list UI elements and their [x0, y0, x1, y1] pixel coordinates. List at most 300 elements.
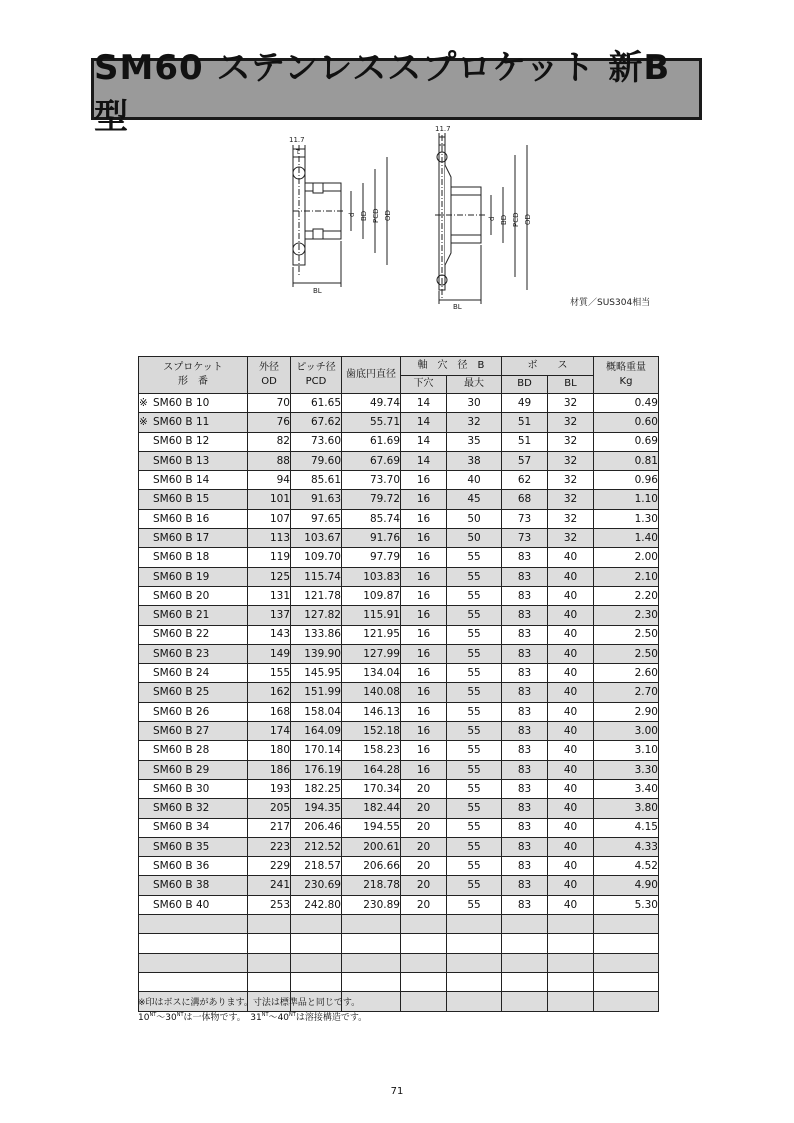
model-name: SM60 B 27 — [153, 724, 210, 737]
empty-cell — [548, 953, 594, 972]
cell-bore-pilot: 16 — [401, 529, 447, 548]
cell-boss-bl: 40 — [548, 567, 594, 586]
cell-boss-bd: 83 — [502, 722, 548, 741]
header-boss-bl: BL — [548, 375, 594, 394]
cell-pcd: 85.61 — [291, 471, 342, 490]
header-od: 外径 OD — [248, 357, 291, 394]
cell-weight: 0.60 — [594, 413, 659, 432]
cell-model — [139, 644, 248, 663]
cell-pcd: 164.09 — [291, 722, 342, 741]
dim-pcd-left: PCD — [372, 208, 380, 223]
cell-od: 119 — [248, 548, 291, 567]
cell-bore-pilot: 20 — [401, 779, 447, 798]
cell-bore-pilot: 16 — [401, 548, 447, 567]
dim-t-left: 11.7 — [289, 136, 305, 144]
cell-pcd: 73.60 — [291, 432, 342, 451]
cell-boss-bl: 40 — [548, 606, 594, 625]
model-name: SM60 B 32 — [153, 802, 210, 815]
cell-od: 107 — [248, 509, 291, 528]
cell-pcd: 151.99 — [291, 683, 342, 702]
cell-root-diameter: 158.23 — [342, 741, 401, 760]
header-pcd: ピッチ径 PCD — [291, 357, 342, 394]
dim-od-right: OD — [524, 214, 532, 225]
cell-pcd: 194.35 — [291, 799, 342, 818]
table-row — [139, 799, 659, 818]
cell-weight: 2.90 — [594, 702, 659, 721]
cell-boss-bd: 83 — [502, 625, 548, 644]
cell-model — [139, 760, 248, 779]
cell-bore-max: 38 — [447, 451, 502, 470]
cell-root-diameter: 146.13 — [342, 702, 401, 721]
header-bore-max: 最大 — [447, 375, 502, 394]
cell-weight: 0.69 — [594, 432, 659, 451]
cell-od: 125 — [248, 567, 291, 586]
dim-bd-right: BD — [500, 214, 508, 225]
empty-cell — [548, 934, 594, 953]
cell-bore-pilot: 20 — [401, 876, 447, 895]
table-row — [139, 760, 659, 779]
cell-root-diameter: 109.87 — [342, 586, 401, 605]
model-name: SM60 B 21 — [153, 609, 210, 622]
cell-pcd: 242.80 — [291, 895, 342, 914]
cell-bore-pilot: 16 — [401, 760, 447, 779]
cell-boss-bl: 40 — [548, 895, 594, 914]
cell-model — [139, 586, 248, 605]
empty-cell — [447, 992, 502, 1011]
cell-bore-max: 55 — [447, 586, 502, 605]
cell-bore-max: 55 — [447, 625, 502, 644]
cell-boss-bd: 83 — [502, 683, 548, 702]
model-name: SM60 B 29 — [153, 763, 210, 776]
cell-bore-max: 55 — [447, 799, 502, 818]
table-row — [139, 683, 659, 702]
cell-od: 76 — [248, 413, 291, 432]
dim-t-right: 11.7 — [435, 125, 451, 133]
cell-bore-max: 45 — [447, 490, 502, 509]
groove-mark: ※ — [139, 396, 148, 409]
empty-cell — [548, 992, 594, 1011]
cell-model — [139, 529, 248, 548]
empty-cell — [342, 972, 401, 991]
cell-root-diameter: 218.78 — [342, 876, 401, 895]
model-name: SM60 B 30 — [153, 782, 210, 795]
empty-cell — [248, 934, 291, 953]
cell-boss-bl: 32 — [548, 432, 594, 451]
cell-weight: 0.96 — [594, 471, 659, 490]
table-row — [139, 837, 659, 856]
model-name: SM60 B 35 — [153, 840, 210, 853]
cell-boss-bl: 32 — [548, 451, 594, 470]
empty-cell — [548, 915, 594, 934]
cell-bore-pilot: 20 — [401, 837, 447, 856]
cell-boss-bd: 83 — [502, 741, 548, 760]
empty-cell — [401, 992, 447, 1011]
cell-boss-bd: 73 — [502, 529, 548, 548]
header-bore-pilot: 下穴 — [401, 375, 447, 394]
cell-root-diameter: 97.79 — [342, 548, 401, 567]
cell-pcd: 158.04 — [291, 702, 342, 721]
cell-weight: 3.00 — [594, 722, 659, 741]
table-row — [139, 664, 659, 683]
cell-bore-max: 55 — [447, 818, 502, 837]
cell-pcd: 115.74 — [291, 567, 342, 586]
cell-bore-max: 55 — [447, 895, 502, 914]
model-name: SM60 B 14 — [153, 474, 210, 487]
table-row — [139, 702, 659, 721]
cell-model — [139, 606, 248, 625]
footnotes — [138, 997, 367, 1024]
model-name: SM60 B 26 — [153, 705, 210, 718]
cell-boss-bl: 40 — [548, 586, 594, 605]
table-row — [139, 741, 659, 760]
empty-cell — [342, 915, 401, 934]
cell-bore-pilot: 16 — [401, 683, 447, 702]
empty-table-row — [139, 934, 659, 953]
cell-model — [139, 683, 248, 702]
cell-root-diameter: 140.08 — [342, 683, 401, 702]
cell-root-diameter: 170.34 — [342, 779, 401, 798]
empty-cell — [248, 972, 291, 991]
cell-model — [139, 548, 248, 567]
cell-model — [139, 625, 248, 644]
cell-weight: 3.40 — [594, 779, 659, 798]
cell-bore-max: 55 — [447, 606, 502, 625]
cell-bore-max: 55 — [447, 741, 502, 760]
model-name: SM60 B 10 — [153, 396, 210, 409]
header-root-diameter: 歯底円直径 — [342, 357, 401, 394]
cell-model — [139, 876, 248, 895]
cell-bore-max: 55 — [447, 857, 502, 876]
cell-bore-max: 40 — [447, 471, 502, 490]
cell-boss-bd: 83 — [502, 760, 548, 779]
sprocket-diagram — [255, 125, 545, 310]
cell-root-diameter: 164.28 — [342, 760, 401, 779]
cell-weight: 2.00 — [594, 548, 659, 567]
cell-boss-bd: 83 — [502, 567, 548, 586]
table-row — [139, 895, 659, 914]
cell-pcd: 127.82 — [291, 606, 342, 625]
cell-weight: 3.30 — [594, 760, 659, 779]
cell-weight: 0.81 — [594, 451, 659, 470]
empty-cell — [291, 953, 342, 972]
cell-root-diameter: 182.44 — [342, 799, 401, 818]
cell-od: 193 — [248, 779, 291, 798]
empty-cell — [594, 953, 659, 972]
cell-boss-bl: 40 — [548, 857, 594, 876]
table-row — [139, 625, 659, 644]
cell-boss-bd: 83 — [502, 586, 548, 605]
cell-bore-pilot: 14 — [401, 432, 447, 451]
cell-model — [139, 451, 248, 470]
header-boss: ボ ス — [502, 357, 594, 376]
cell-od: 70 — [248, 394, 291, 413]
cell-od: 137 — [248, 606, 291, 625]
cell-weight: 2.50 — [594, 625, 659, 644]
empty-cell — [139, 915, 248, 934]
cell-boss-bd: 68 — [502, 490, 548, 509]
cell-od: 174 — [248, 722, 291, 741]
empty-cell — [342, 953, 401, 972]
cell-boss-bd: 83 — [502, 702, 548, 721]
cell-root-diameter: 115.91 — [342, 606, 401, 625]
empty-cell — [401, 934, 447, 953]
cell-bore-pilot: 20 — [401, 818, 447, 837]
cell-bore-pilot: 16 — [401, 741, 447, 760]
cell-bore-pilot: 16 — [401, 722, 447, 741]
empty-cell — [447, 934, 502, 953]
cell-boss-bd: 83 — [502, 779, 548, 798]
cell-model — [139, 818, 248, 837]
footnote-1: ※印はボスに溝があります。寸法は標準品と同じです。 — [138, 998, 361, 1008]
empty-cell — [594, 992, 659, 1011]
cell-boss-bl: 40 — [548, 548, 594, 567]
cell-boss-bl: 40 — [548, 683, 594, 702]
model-name: SM60 B 36 — [153, 860, 210, 873]
cell-root-diameter: 194.55 — [342, 818, 401, 837]
cell-weight: 2.70 — [594, 683, 659, 702]
cell-od: 82 — [248, 432, 291, 451]
cell-od: 113 — [248, 529, 291, 548]
model-name: SM60 B 20 — [153, 589, 210, 602]
cell-pcd: 206.46 — [291, 818, 342, 837]
cell-boss-bd: 51 — [502, 413, 548, 432]
cell-boss-bl: 40 — [548, 779, 594, 798]
table-row — [139, 451, 659, 470]
dim-bd-left: BD — [360, 210, 368, 221]
cell-weight: 2.60 — [594, 664, 659, 683]
cell-boss-bl: 40 — [548, 625, 594, 644]
table-row — [139, 857, 659, 876]
cell-boss-bd: 83 — [502, 799, 548, 818]
cell-bore-pilot: 20 — [401, 799, 447, 818]
cell-boss-bd: 83 — [502, 664, 548, 683]
cell-bore-pilot: 16 — [401, 490, 447, 509]
cell-boss-bd: 83 — [502, 895, 548, 914]
cell-model — [139, 857, 248, 876]
header-boss-bd: BD — [502, 375, 548, 394]
header-bore: 軸 穴 径 B — [401, 357, 502, 376]
cell-pcd: 139.90 — [291, 644, 342, 663]
model-name: SM60 B 40 — [153, 898, 210, 911]
model-name: SM60 B 23 — [153, 647, 210, 660]
cell-bore-max: 55 — [447, 683, 502, 702]
groove-mark: ※ — [139, 416, 148, 429]
spec-table — [138, 356, 659, 1012]
cell-model — [139, 702, 248, 721]
cell-root-diameter: 67.69 — [342, 451, 401, 470]
cell-root-diameter: 121.95 — [342, 625, 401, 644]
cell-bore-max: 55 — [447, 567, 502, 586]
cell-pcd: 230.69 — [291, 876, 342, 895]
cell-pcd: 97.65 — [291, 509, 342, 528]
cell-weight: 5.30 — [594, 895, 659, 914]
cell-boss-bl: 40 — [548, 760, 594, 779]
cell-root-diameter: 230.89 — [342, 895, 401, 914]
footnote-2: $10^{NT}\sim 30^{NT}$は一体物です。 $31^{NT}\sim 40^{NT}$は溶接構造です。 — [138, 1012, 368, 1023]
cell-bore-max: 50 — [447, 529, 502, 548]
cell-weight: 4.33 — [594, 837, 659, 856]
cell-bore-pilot: 16 — [401, 509, 447, 528]
empty-table-row — [139, 953, 659, 972]
model-name: SM60 B 13 — [153, 454, 210, 467]
cell-bore-max: 55 — [447, 779, 502, 798]
cell-bore-max: 55 — [447, 664, 502, 683]
cell-od: 217 — [248, 818, 291, 837]
table-row — [139, 567, 659, 586]
header-weight: 概略重量 Kg — [594, 357, 659, 394]
cell-bore-pilot: 20 — [401, 857, 447, 876]
model-name: SM60 B 28 — [153, 744, 210, 757]
empty-cell — [139, 934, 248, 953]
cell-root-diameter: 49.74 — [342, 394, 401, 413]
empty-cell — [291, 934, 342, 953]
table-row — [139, 779, 659, 798]
cell-bore-pilot: 14 — [401, 451, 447, 470]
cell-bore-max: 55 — [447, 722, 502, 741]
cell-bore-pilot: 16 — [401, 664, 447, 683]
header-sprocket: スプロケット 形 番 — [139, 357, 248, 394]
table-row — [139, 548, 659, 567]
table-row — [139, 490, 659, 509]
model-name: SM60 B 15 — [153, 493, 210, 506]
cell-model — [139, 799, 248, 818]
cell-boss-bl: 32 — [548, 413, 594, 432]
cell-bore-max: 30 — [447, 394, 502, 413]
table-row — [139, 586, 659, 605]
cell-model — [139, 567, 248, 586]
model-name: SM60 B 17 — [153, 531, 210, 544]
cell-bore-max: 55 — [447, 760, 502, 779]
cell-bore-max: 32 — [447, 413, 502, 432]
empty-cell — [139, 972, 248, 991]
cell-od: 229 — [248, 857, 291, 876]
cell-boss-bl: 40 — [548, 876, 594, 895]
cell-model — [139, 413, 248, 432]
cell-weight: 2.50 — [594, 644, 659, 663]
cell-boss-bd: 51 — [502, 432, 548, 451]
cell-boss-bl: 40 — [548, 799, 594, 818]
dim-d-right: d — [488, 216, 496, 221]
cell-root-diameter: 55.71 — [342, 413, 401, 432]
cell-model — [139, 779, 248, 798]
empty-cell — [594, 934, 659, 953]
cell-od: 101 — [248, 490, 291, 509]
cell-weight: 4.15 — [594, 818, 659, 837]
cell-weight: 2.10 — [594, 567, 659, 586]
cell-root-diameter: 134.04 — [342, 664, 401, 683]
dim-bl-left: BL — [313, 287, 322, 295]
cell-od: 180 — [248, 741, 291, 760]
cell-model — [139, 664, 248, 683]
cell-boss-bd: 83 — [502, 548, 548, 567]
cell-boss-bd: 83 — [502, 876, 548, 895]
cell-boss-bd: 83 — [502, 837, 548, 856]
cell-root-diameter: 73.70 — [342, 471, 401, 490]
empty-cell — [342, 934, 401, 953]
cell-weight: 2.20 — [594, 586, 659, 605]
cell-bore-pilot: 16 — [401, 586, 447, 605]
table-row — [139, 722, 659, 741]
cell-model — [139, 722, 248, 741]
model-name: SM60 B 38 — [153, 879, 210, 892]
cell-weight: 1.10 — [594, 490, 659, 509]
cell-boss-bd: 83 — [502, 818, 548, 837]
cell-bore-max: 50 — [447, 509, 502, 528]
model-name: SM60 B 19 — [153, 570, 210, 583]
cell-boss-bl: 40 — [548, 644, 594, 663]
cell-root-diameter: 61.69 — [342, 432, 401, 451]
cell-bore-pilot: 16 — [401, 606, 447, 625]
cell-bore-pilot: 16 — [401, 644, 447, 663]
cell-od: 131 — [248, 586, 291, 605]
cell-boss-bd: 83 — [502, 606, 548, 625]
empty-cell — [502, 992, 548, 1011]
cell-od: 143 — [248, 625, 291, 644]
cell-pcd: 91.63 — [291, 490, 342, 509]
cell-od: 186 — [248, 760, 291, 779]
cell-boss-bl: 40 — [548, 702, 594, 721]
table-row — [139, 529, 659, 548]
cell-bore-pilot: 20 — [401, 895, 447, 914]
cell-weight: 3.80 — [594, 799, 659, 818]
cell-boss-bd: 49 — [502, 394, 548, 413]
model-name: SM60 B 12 — [153, 435, 210, 448]
material-note: 材質／SUS304相当 — [570, 298, 651, 308]
cell-bore-pilot: 16 — [401, 702, 447, 721]
model-name: SM60 B 18 — [153, 551, 210, 564]
cell-pcd: 133.86 — [291, 625, 342, 644]
cell-pcd: 121.78 — [291, 586, 342, 605]
cell-model — [139, 490, 248, 509]
empty-cell — [447, 972, 502, 991]
cell-od: 162 — [248, 683, 291, 702]
empty-cell — [594, 915, 659, 934]
cell-boss-bd: 83 — [502, 644, 548, 663]
model-name: SM60 B 25 — [153, 686, 210, 699]
empty-cell — [447, 953, 502, 972]
cell-bore-max: 55 — [447, 837, 502, 856]
cell-boss-bd: 57 — [502, 451, 548, 470]
empty-cell — [401, 972, 447, 991]
empty-cell — [502, 972, 548, 991]
dim-pcd-right: PCD — [512, 212, 520, 227]
cell-od: 155 — [248, 664, 291, 683]
empty-cell — [548, 972, 594, 991]
cell-weight: 4.90 — [594, 876, 659, 895]
cell-model — [139, 837, 248, 856]
cell-boss-bd: 73 — [502, 509, 548, 528]
empty-cell — [248, 953, 291, 972]
empty-cell — [502, 953, 548, 972]
empty-cell — [502, 915, 548, 934]
cell-pcd: 170.14 — [291, 741, 342, 760]
empty-table-row — [139, 972, 659, 991]
cell-weight: 0.49 — [594, 394, 659, 413]
empty-cell — [401, 953, 447, 972]
cell-boss-bl: 32 — [548, 509, 594, 528]
cell-pcd: 79.60 — [291, 451, 342, 470]
table-row — [139, 818, 659, 837]
cell-model — [139, 895, 248, 914]
model-name: SM60 B 24 — [153, 667, 210, 680]
cell-root-diameter: 103.83 — [342, 567, 401, 586]
cell-pcd: 61.65 — [291, 394, 342, 413]
cell-model — [139, 471, 248, 490]
cell-boss-bl: 40 — [548, 741, 594, 760]
cell-od: 205 — [248, 799, 291, 818]
cell-od: 88 — [248, 451, 291, 470]
model-name: SM60 B 16 — [153, 512, 210, 525]
